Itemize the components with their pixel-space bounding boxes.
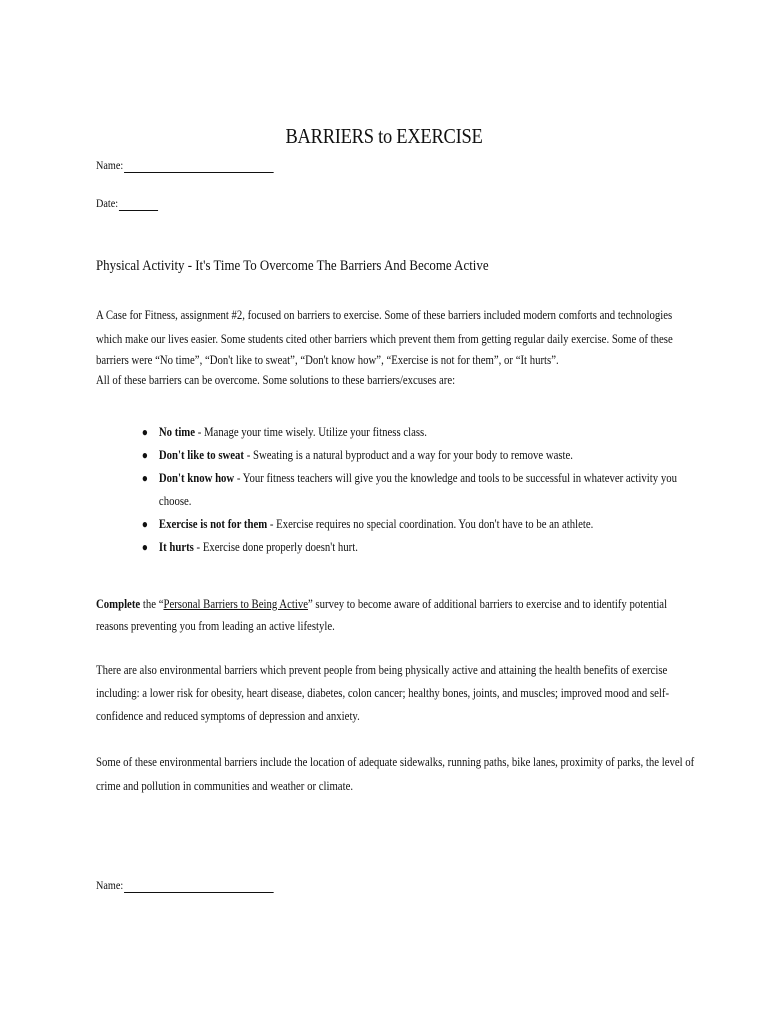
date-blank-line [119,199,158,211]
footer-name-blank-line [124,881,274,893]
footer-name-label: Name: [96,878,124,892]
bullet-text: - Manage your time wisely. Utilize your fitness class. [195,425,427,439]
bullet-text: - Exercise done properly doesn't hurt. [193,540,358,554]
bullet-icon: ● [141,448,148,462]
environment-line: confidence and reduced symptoms of depression and anxiety. [96,709,360,723]
date-label: Date: [96,196,119,210]
environment-paragraph [96,659,672,728]
list-item [140,513,665,536]
bullet-text-continued: choose. [158,494,192,508]
environment-examples-paragraph [96,750,695,798]
intro-line: All of these barriers can be overcome. Some solutions to these barriers/excuses are: [96,373,456,387]
complete-bold: Complete [96,597,141,611]
bullet-text: - Sweating is a natural byproduct and a way for your body to remove waste. [244,448,574,462]
name-label: Name: [96,158,124,172]
bullet-term: Exercise is not for them [158,517,268,531]
survey-link[interactable]: Personal Barriers to Being Active [163,597,308,611]
bullet-term: Don't know how [158,471,235,485]
list-item [140,421,665,444]
bullet-text: - Exercise requires no special coordination. You don't have to be an athlete. [267,517,594,531]
footer-name-field [96,878,274,893]
bullet-term: It hurts [158,540,194,554]
section-heading: Physical Activity - It's Time To Overcome The Barriers And Become Active [96,258,489,274]
bullet-icon: ● [141,425,148,439]
environment-line: including: a lower risk for obesity, heart disease, diabetes, colon cancer; healthy bones, joints, and muscles; improved mood and self- [96,686,670,700]
solutions-list [140,421,677,559]
name-blank-line [124,161,274,173]
bullet-icon: ● [141,540,148,554]
intro-line: A Case for Fitness, assignment #2, focused on barriers to exercise. Some of these barriers included modern comforts and technologies [96,308,673,322]
complete-pre: the “ [140,597,164,611]
bullet-text: - Your fitness teachers will give you the knowledge and tools to be successful in whatever activity you [234,471,677,485]
bullet-icon: ● [141,471,148,485]
complete-post: ” survey to become aware of additional barriers to exercise and to identify potential [307,597,668,611]
bullet-term: Don't like to sweat [158,448,245,462]
environment-line: There are also environmental barriers which prevent people from being physically active and attaining the health benefits of exercise [96,663,668,677]
name-field [96,158,274,173]
bullet-icon: ● [141,517,148,531]
environment-examples-line: Some of these environmental barriers include the location of adequate sidewalks, running paths, bike lanes, proximity of parks, the level of [96,755,695,769]
intro-line: barriers were “No time”, “Don't like to sweat”, “Don't know how”, “Exercise is not for them”, or “It hurts”. [96,353,559,367]
date-field [96,196,158,211]
intro-paragraph [96,304,672,391]
complete-paragraph [96,593,672,637]
intro-line: which make our lives easier. Some students cited other barriers which prevent them from getting regular daily exercise. Some of these [96,331,673,346]
complete-line: reasons preventing you from leading an active lifestyle. [96,619,335,633]
list-item [140,444,665,467]
environment-examples-line: crime and pollution in communities and weather or climate. [96,779,354,793]
list-item [140,467,677,513]
list-item [140,536,665,559]
document-title: BARRIERS to EXERCISE [285,124,483,148]
bullet-term: No time [158,425,196,439]
